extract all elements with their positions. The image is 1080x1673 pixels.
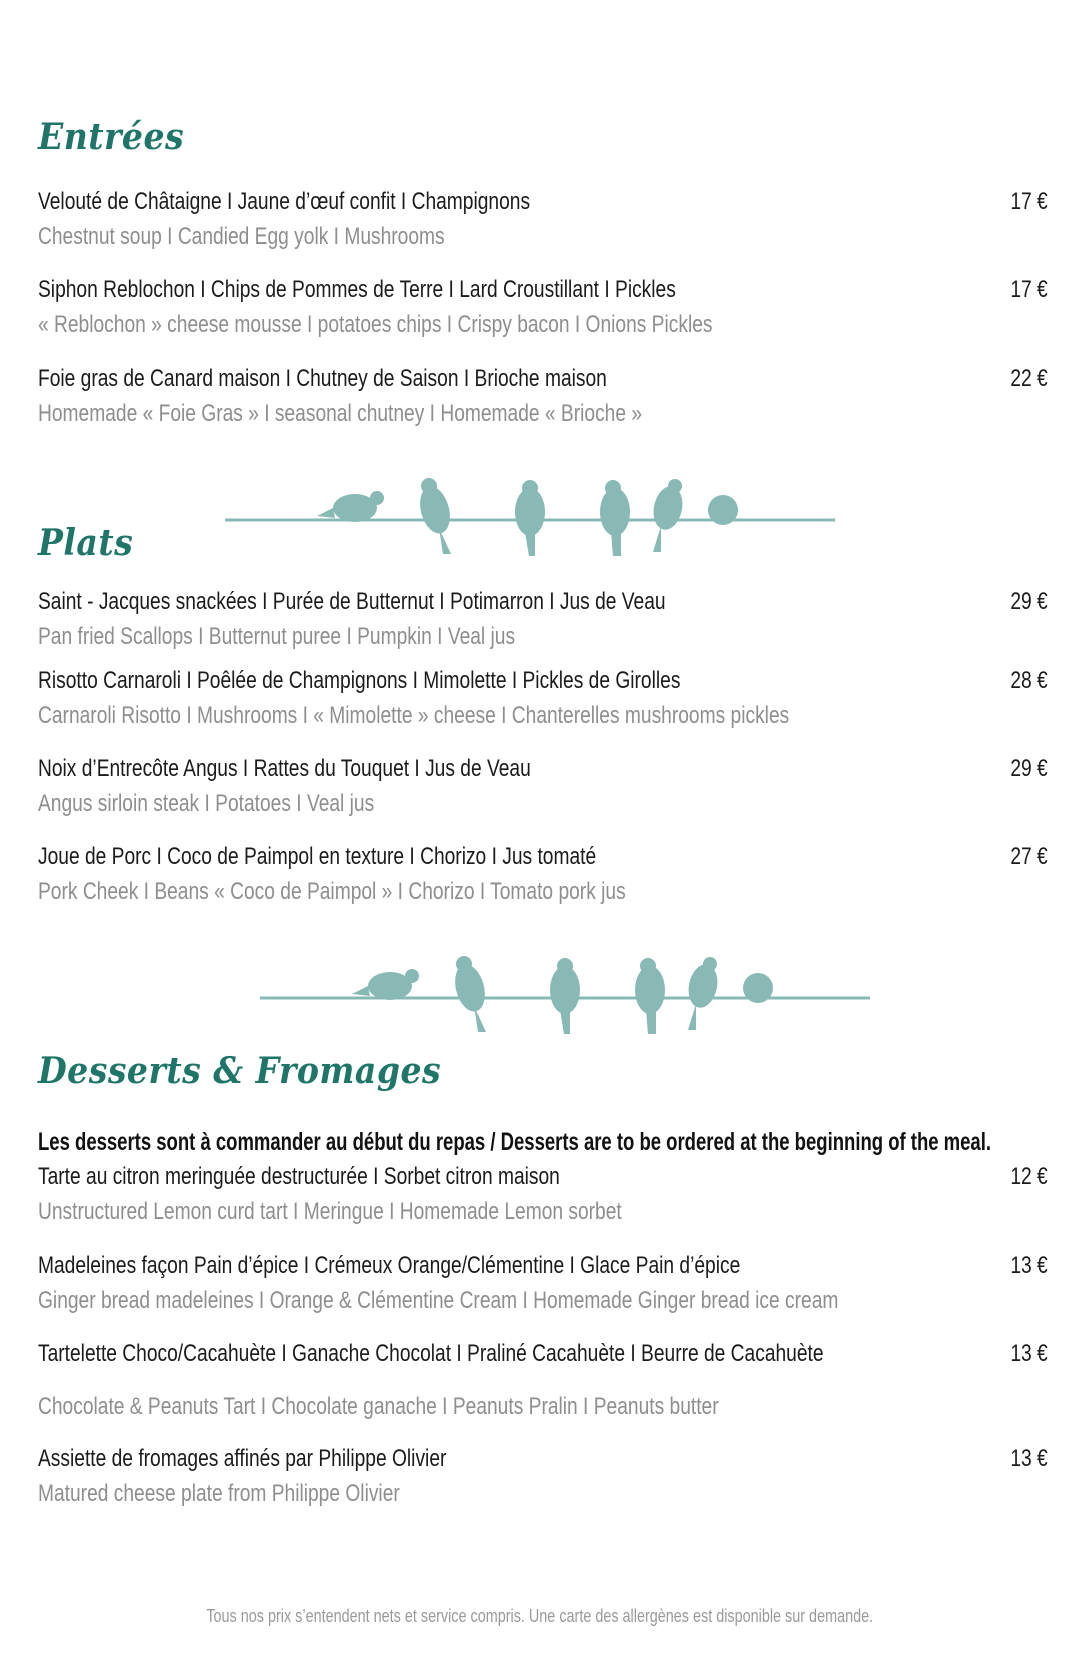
item-name-en: Ginger bread madeleines I Orange & Clémentine Cream I Homemade Ginger bread ice cream — [38, 1287, 839, 1314]
menu-item — [38, 755, 1048, 825]
menu-item — [38, 1252, 1048, 1322]
menu-item — [38, 1445, 1048, 1515]
item-price: 13 € — [1010, 1252, 1048, 1279]
birds-on-wire-illustration — [260, 956, 870, 1046]
birds-on-wire-illustration — [225, 478, 835, 568]
footer-note-text: Tous nos prix s’entendent nets et service compris. Une carte des allergènes est disponible sur demande. — [206, 1606, 874, 1626]
item-price: 29 € — [1010, 755, 1048, 782]
item-name-fr: Risotto Carnaroli I Poêlée de Champignons I Mimolette I Pickles de Girolles — [38, 667, 681, 694]
footer-note — [0, 1606, 1080, 1627]
menu-item — [38, 276, 1048, 346]
item-price: 12 € — [1010, 1163, 1048, 1190]
item-price: 17 € — [1010, 188, 1048, 215]
menu-item — [38, 1340, 1048, 1430]
item-name-fr: Assiette de fromages affinés par Philippe Olivier — [38, 1445, 447, 1472]
item-name-fr: Siphon Reblochon I Chips de Pommes de Terre I Lard Croustillant I Pickles — [38, 276, 676, 303]
item-name-fr: Noix d’Entrecôte Angus I Rattes du Touquet I Jus de Veau — [38, 755, 531, 782]
item-name-fr: Tarte au citron meringuée destructurée I Sorbet citron maison — [38, 1163, 560, 1190]
item-price: 17 € — [1010, 276, 1048, 303]
item-name-en: Carnaroli Risotto I Mushrooms I « Mimolette » cheese I Chanterelles mushrooms pickles — [38, 702, 790, 729]
menu-item — [38, 188, 1048, 258]
item-name-fr: Madeleines façon Pain d’épice I Crémeux Orange/Clémentine I Glace Pain d’épice — [38, 1252, 741, 1279]
item-name-fr: Foie gras de Canard maison I Chutney de Saison I Brioche maison — [38, 365, 607, 392]
item-price: 29 € — [1010, 588, 1048, 615]
menu-item — [38, 1163, 1048, 1233]
menu-item — [38, 843, 1048, 913]
item-price: 28 € — [1010, 667, 1048, 694]
item-price: 13 € — [1010, 1445, 1048, 1472]
item-name-en: Unstructured Lemon curd tart I Meringue I Homemade Lemon sorbet — [38, 1198, 622, 1225]
item-name-en: Angus sirloin steak I Potatoes I Veal jus — [38, 790, 375, 817]
menu-item — [38, 667, 1048, 737]
item-price: 22 € — [1010, 365, 1048, 392]
item-name-fr: Joue de Porc I Coco de Paimpol en texture I Chorizo I Jus tomaté — [38, 843, 597, 870]
item-name-en: Pork Cheek I Beans « Coco de Paimpol » I Chorizo I Tomato pork jus — [38, 878, 626, 905]
section-title-desserts: Desserts & Fromages — [38, 1050, 442, 1092]
section-title-plats: Plats — [38, 522, 134, 564]
item-name-en: Chocolate & Peanuts Tart I Chocolate ganache I Peanuts Pralin I Peanuts butter — [38, 1393, 719, 1420]
section-title-entrees: Entrées — [38, 116, 185, 158]
item-name-fr: Velouté de Châtaigne I Jaune d’œuf confit I Champignons — [38, 188, 531, 215]
item-name-fr: Saint - Jacques snackées I Purée de Butternut I Potimarron I Jus de Veau — [38, 588, 666, 615]
item-name-en: Chestnut soup I Candied Egg yolk I Mushrooms — [38, 223, 445, 250]
item-price: 27 € — [1010, 843, 1048, 870]
item-name-en: « Reblochon » cheese mousse I potatoes chips I Crispy bacon I Onions Pickles — [38, 311, 713, 338]
item-price: 13 € — [1010, 1340, 1048, 1367]
dessert-order-notice: Les desserts sont à commander au début du repas / Desserts are to be ordered at the beginning of the meal. — [38, 1128, 992, 1156]
menu-item — [38, 365, 1048, 435]
menu-item — [38, 588, 1048, 658]
item-name-en: Homemade « Foie Gras » I seasonal chutney I Homemade « Brioche » — [38, 400, 643, 427]
item-name-en: Matured cheese plate from Philippe Olivier — [38, 1480, 400, 1507]
item-name-en: Pan fried Scallops I Butternut puree I Pumpkin I Veal jus — [38, 623, 516, 650]
item-name-fr: Tartelette Choco/Cacahuète I Ganache Chocolat I Praliné Cacahuète I Beurre de Cacahuète — [38, 1340, 824, 1367]
